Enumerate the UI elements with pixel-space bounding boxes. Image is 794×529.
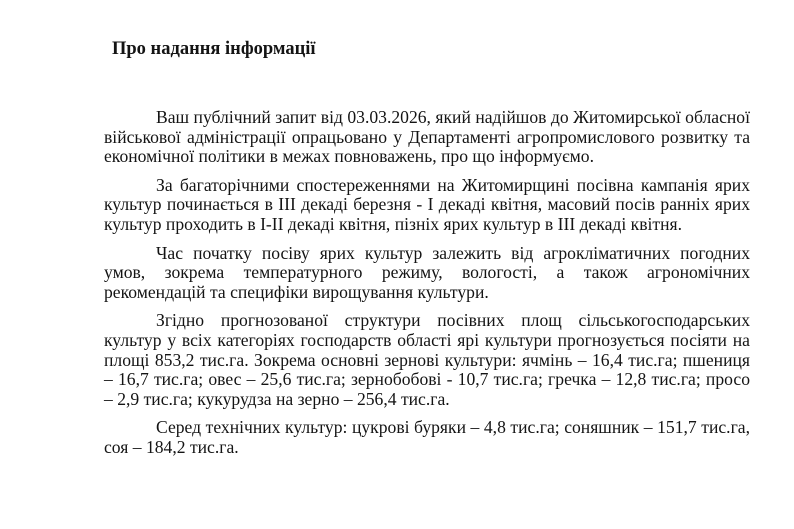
paragraph-request-info: Ваш публічний запит від 03.03.2026, який надійшов до Житомирської обласної військової адміністрації опрацьовано у Департаменті агропромислового розвитку та економічної політики в межах повноважень, про що інформуємо. <box>104 107 750 167</box>
paragraph-sowing-timing: За багаторічними спостереженнями на Житомирщині посівна кампанія ярих культур починається в ІІІ декаді березня - І декаді квітня, масовий посів ранніх ярих культур проходить в І-ІІ декаді квітня, пізніх ярих культур в ІІІ декаді квітня. <box>104 174 750 234</box>
letter-body <box>104 108 750 458</box>
paragraph-grain-crops-area: Згідно прогнозованої структури посівних площ сільськогосподарських культур у всіх категоріях господарств області ярі культури прогнозується посіяти на площі 853,2 тис.га. Зокрема основні зернові культури: ячмінь – 16,4 тис.га; пшениця – 16,7 тис.га; овес – 25,6 тис.га; зернобобові - 10,7 тис.га; гречка – 12,8 тис.га; просо – 2,9 тис.га; кукурудза на зерно – 256,4 тис.га. <box>104 310 750 409</box>
paragraph-industrial-crops: Серед технічних культур: цукрові буряки – 4,8 тис.га; соняшник – 151,7 тис.га, соя – 184,2 тис.га. <box>104 417 750 457</box>
letter-subject: Про надання інформації <box>112 39 316 59</box>
paragraph-sowing-conditions: Час початку посіву ярих культур залежить від агрокліматичних погодних умов, зокрема температурного режиму, вологості, а також агрономічних рекомендацій та специфіки вирощування культури. <box>104 242 750 302</box>
